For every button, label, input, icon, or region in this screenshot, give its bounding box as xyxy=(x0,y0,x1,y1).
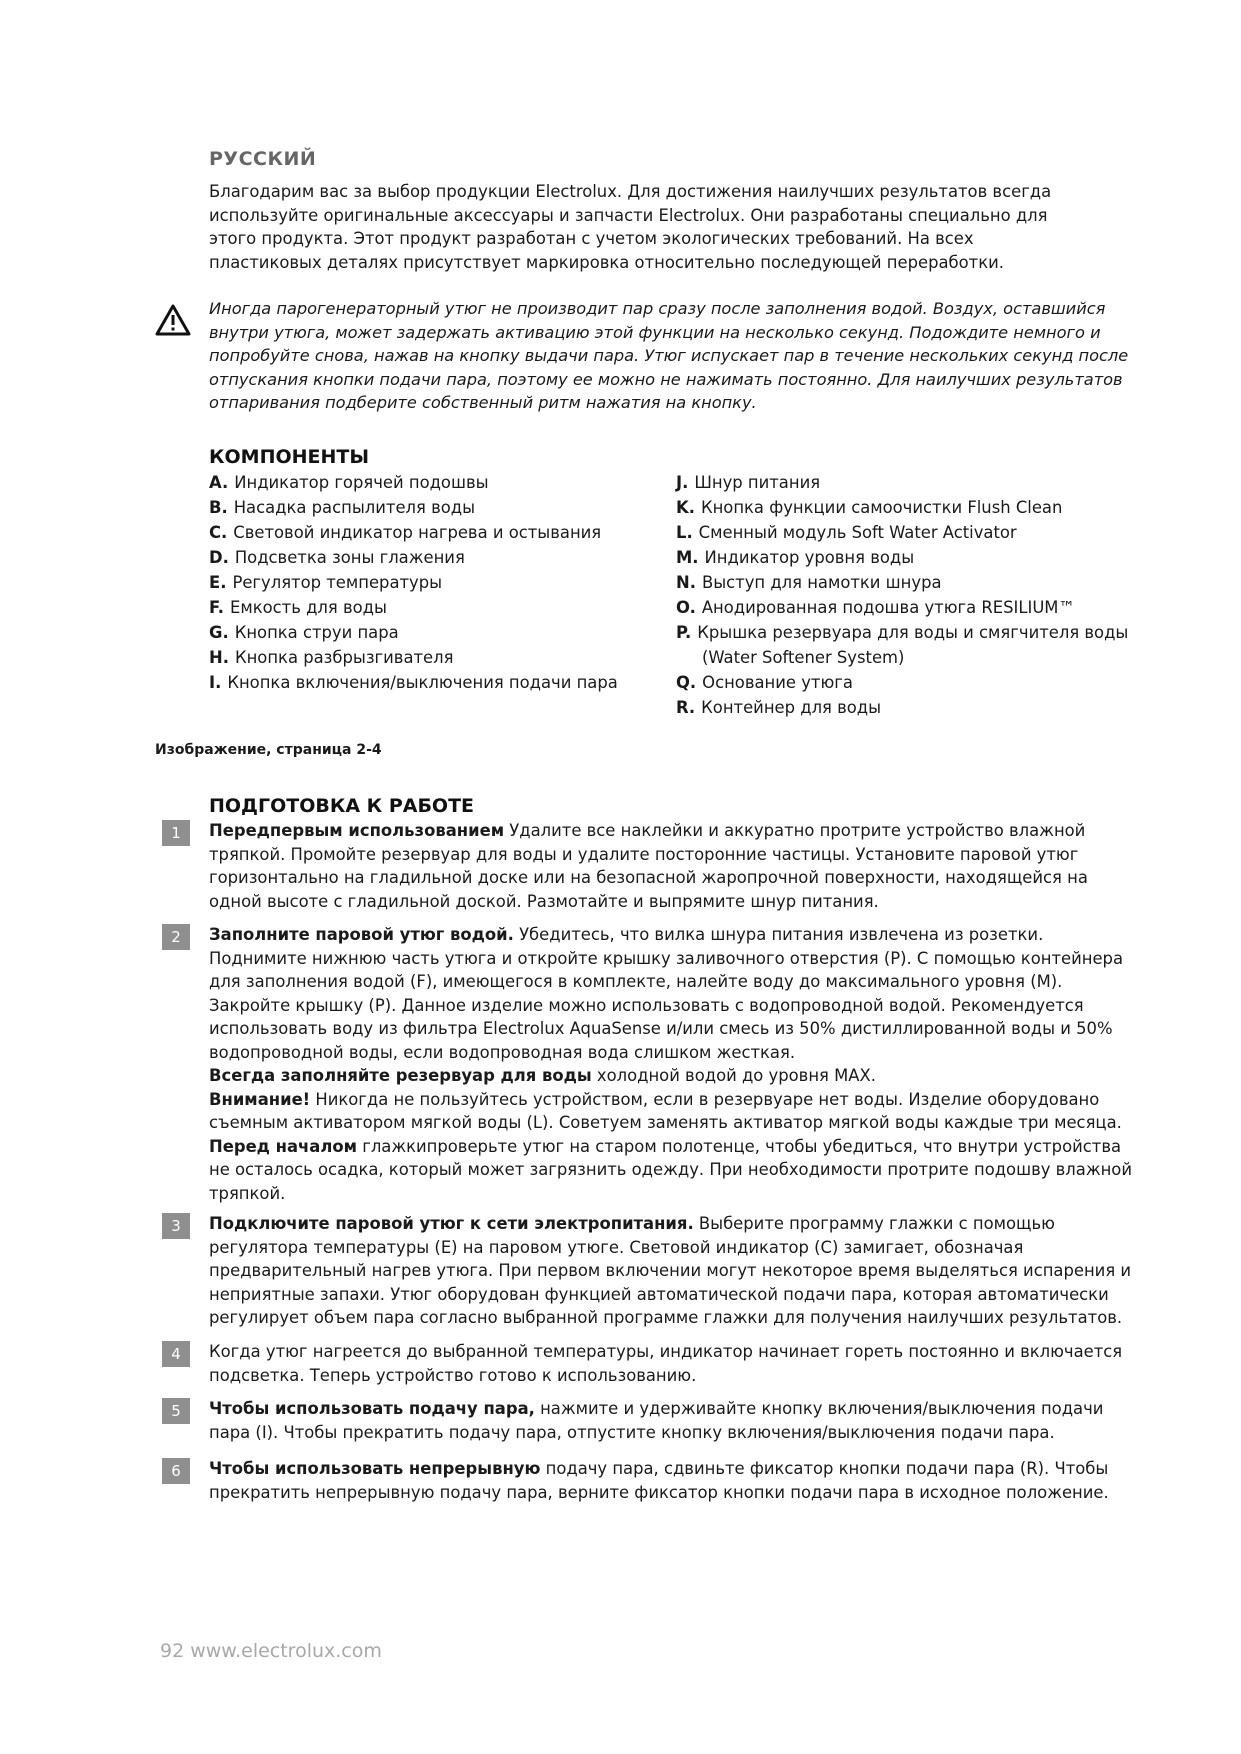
warning-triangle-icon xyxy=(155,304,191,336)
step-3-bold: Подключите паровой утюг к сети электропитания. xyxy=(209,1214,694,1233)
component-letter: O. xyxy=(676,598,696,617)
step-2-text xyxy=(209,923,1139,1205)
component-item xyxy=(676,620,1128,645)
component-label: Кнопка функции самоочистки Flush Clean xyxy=(700,498,1063,517)
component-item xyxy=(676,520,1128,545)
component-letter: G. xyxy=(209,623,229,642)
step-2-fill-body: холодной водой до уровня MAX. xyxy=(591,1066,876,1085)
component-item xyxy=(209,670,618,695)
component-label: Анодированная подошва утюга RESILIUM™ xyxy=(701,598,1075,617)
preparation-heading: ПОДГОТОВКА К РАБОТЕ xyxy=(209,795,475,817)
component-label: Световой индикатор нагрева и остывания xyxy=(233,523,602,542)
step-number-badge: 4 xyxy=(162,1341,190,1367)
component-letter: R. xyxy=(676,698,696,717)
step-4-body: Когда утюг нагреется до выбранной температуры, индикатор начинает гореть постоянно и включается подсветка. Теперь устройство готово к использованию. xyxy=(209,1342,1123,1385)
step-2-attention-body: Никогда не пользуйтесь устройством, если в резервуаре нет воды. Изделие оборудовано съемным активатором мягкой воды (L). Советуем заменять активатор мягкой воды каждые три месяца. xyxy=(209,1089,1122,1132)
component-letter: Q. xyxy=(676,673,697,692)
component-letter: F. xyxy=(209,598,225,617)
component-label: Регулятор температуры xyxy=(232,573,443,592)
component-label: Крышка резервуара для воды и смягчителя воды xyxy=(697,623,1129,642)
component-label: (Water Softener System) xyxy=(702,648,905,667)
component-item xyxy=(676,595,1128,620)
step-2-attention-bold: Внимание! xyxy=(209,1089,311,1109)
component-item xyxy=(209,595,618,620)
component-item xyxy=(676,695,1128,720)
figure-reference: Изображение, страница 2-4 xyxy=(155,742,382,758)
component-label: Кнопка разбрызгивателя xyxy=(234,648,454,667)
component-label: Индикатор горячей подошвы xyxy=(234,473,489,492)
component-item xyxy=(676,645,1128,670)
step-1-body: Удалите все наклейки и аккуратно протрите устройство влажной тряпкой. Промойте резервуар для воды и удалите посторонние частицы. Установите паровой утюг горизонтально на гладильной доске или на безопасной жаропрочной поверхности, находящейся на одной высоте с гладильной доской. Размотайте и выпрямите шнур питания. xyxy=(209,821,1088,911)
component-letter: K. xyxy=(676,498,695,517)
step-2-bold: Заполните паровой утюг водой. xyxy=(209,925,514,944)
component-item xyxy=(209,520,618,545)
warning-text: Иногда парогенераторный утюг не производит пар сразу после заполнения водой. Воздух, оставшийся внутри утюга, может задержать активацию этой функции на несколько секунд. Подождите немного и попробуйте снова, нажав на кнопку выдачи пара. Утюг испускает пар в течение нескольких секунд после отпускания кнопки подачи пара, поэтому ее можно не нажимать постоянно. Для наилучших результатов отпаривания подберите собственный ритм нажатия на кнопку. xyxy=(209,299,1129,412)
component-letter: J. xyxy=(676,473,689,492)
step-3-text xyxy=(209,1212,1139,1330)
component-letter: E. xyxy=(209,573,227,592)
component-item xyxy=(209,570,618,595)
component-item xyxy=(209,545,618,570)
component-item xyxy=(676,495,1128,520)
component-item xyxy=(676,545,1128,570)
component-label: Индикатор уровня воды xyxy=(704,548,915,567)
component-label: Подсветка зоны глажения xyxy=(234,548,465,567)
component-letter: A. xyxy=(209,473,229,492)
components-list-right xyxy=(676,470,1128,720)
step-number-badge: 1 xyxy=(162,820,190,846)
language-title: РУССКИЙ xyxy=(209,148,317,170)
component-letter: B. xyxy=(209,498,228,517)
step-2-before-bold: Перед началом xyxy=(209,1136,357,1156)
intro-paragraph: Благодарим вас за выбор продукции Electrolux. Для достижения наилучших результатов всегда используйте оригинальные аксессуары и запчасти Electrolux. Они разработаны специально для этого продукта. Этот продукт разработан с учетом экологических требований. На всех пластиковых деталях присутствует маркировка относительно последующей переработки. xyxy=(209,182,1052,272)
step-1-text xyxy=(209,819,1139,913)
step-number-badge: 2 xyxy=(162,924,190,950)
component-letter: D. xyxy=(209,548,229,567)
component-item xyxy=(209,495,618,520)
step-5-bold: Чтобы использовать подачу пара, xyxy=(209,1399,535,1418)
step-number-badge: 3 xyxy=(162,1213,190,1239)
step-5-text xyxy=(209,1397,1139,1444)
component-label: Шнур питания xyxy=(694,473,821,492)
step-number-badge: 6 xyxy=(162,1458,190,1484)
step-3-body: Выберите программу глажки с помощью регулятора температуры (E) на паровом утюге. Световой индикатор (C) замигает, обозначая предварительный нагрев утюга. При первом включении могут некоторое время выделяться испарения и неприятные запахи. Утюг оборудован функцией автоматической подачи пара, которая автоматически регулирует объем пара согласно выбранной программе глажки для получения наилучших результатов. xyxy=(209,1214,1132,1327)
component-letter: L. xyxy=(676,523,693,542)
component-letter: C. xyxy=(209,523,228,542)
component-letter: H. xyxy=(209,648,229,667)
step-6-text xyxy=(209,1457,1139,1504)
components-heading: КОМПОНЕНТЫ xyxy=(209,446,370,468)
step-6-bold: Чтобы использовать непрерывную xyxy=(209,1459,541,1478)
component-label: Выступ для намотки шнура xyxy=(701,573,942,592)
step-number-badge: 5 xyxy=(162,1398,190,1424)
component-letter: M. xyxy=(676,548,699,567)
components-list-left xyxy=(209,470,618,695)
step-2-body: Убедитесь, что вилка шнура питания извлечена из розетки. Поднимите нижнюю часть утюга и откройте крышку заливочного отверстия (P). С помощью контейнера для заполнения водой (F), имеющегося в комплекте, налейте воду до максимального уровня (M). Закройте крышку (P). Данное изделие можно использовать с водопроводной водой. Рекомендуется использовать воду из фильтра Electrolux AquaSense и/или смесь из 50% дистиллированной воды и 50% водопроводной воды, если водопроводная вода слишком жесткая. xyxy=(209,925,1123,1062)
component-item xyxy=(209,645,618,670)
component-item xyxy=(676,570,1128,595)
step-2-fill-bold: Всегда заполняйте резервуар для воды xyxy=(209,1066,592,1085)
component-label: Кнопка струи пара xyxy=(234,623,399,642)
component-label: Сменный модуль Soft Water Activator xyxy=(698,523,1017,542)
component-label: Контейнер для воды xyxy=(701,698,882,717)
component-letter: N. xyxy=(676,573,696,592)
step-4-text xyxy=(209,1340,1139,1387)
component-label: Емкость для воды xyxy=(230,598,387,617)
component-label: Основание утюга xyxy=(702,673,853,692)
component-item xyxy=(209,470,618,495)
step-5-body: нажмите и удерживайте кнопку включения/выключения подачи пара (I). Чтобы прекратить подачу пара, отпустите кнопку включения/выключения подачи пара. xyxy=(209,1399,1104,1442)
component-label: Кнопка включения/выключения подачи пара xyxy=(227,673,618,692)
component-letter: P. xyxy=(676,623,692,642)
component-item xyxy=(676,470,1128,495)
step-2-before-body: глажкипроверьте утюг на старом полотенце, чтобы убедиться, что внутри устройства не осталось осадка, который может загрязнить одежду. При необходимости протрите подошву влажной тряпкой. xyxy=(209,1136,1132,1203)
component-item xyxy=(209,620,618,645)
step-1-bold: Передпервым использованием xyxy=(209,821,505,840)
page-footer: 92 www.electrolux.com xyxy=(160,1640,382,1662)
component-item xyxy=(676,670,1128,695)
component-letter: I. xyxy=(209,673,222,692)
step-6-body: подачу пара, сдвиньте фиксатор кнопки подачи пара (R). Чтобы прекратить непрерывную подачу пара, верните фиксатор кнопки подачи пара в исходное положение. xyxy=(209,1459,1109,1502)
component-label: Насадка распылителя воды xyxy=(233,498,476,517)
